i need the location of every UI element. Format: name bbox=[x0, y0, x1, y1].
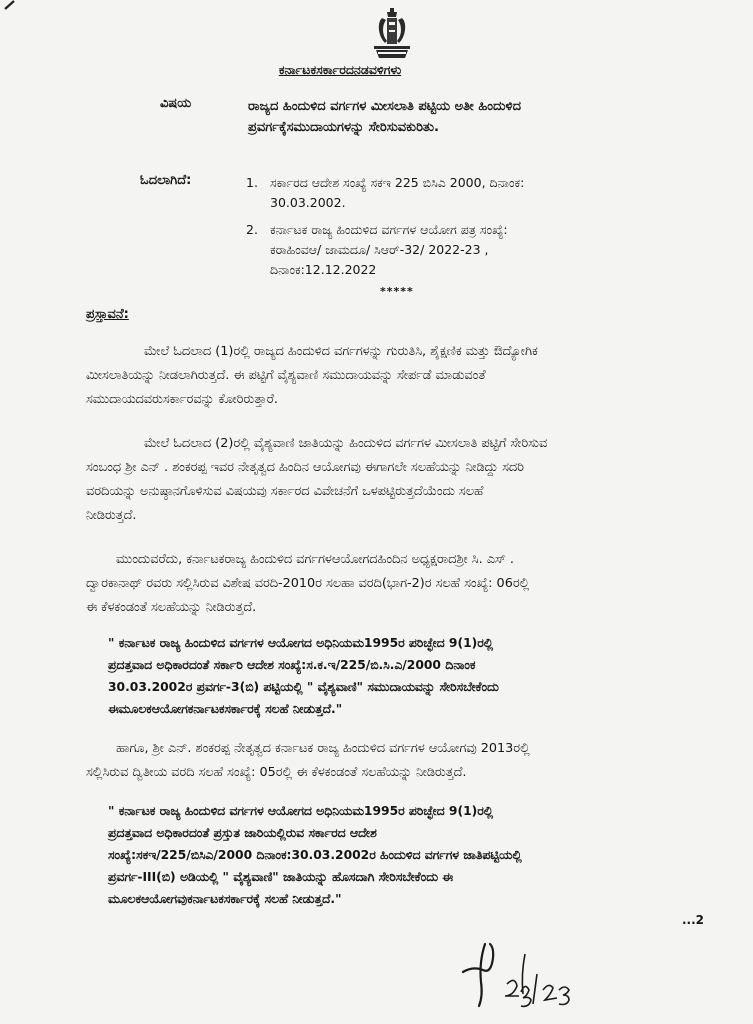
quote-line: " ಕರ್ನಾಟಕ ರಾಜ್ಯ ಹಿಂದುಳಿದ ವರ್ಗಗಳ ಆಯೋಗದ ಅಧಿನಿಯಮ1995ರ ಪರಿಚ್ಛೇದ 9(1)ರಲ್ಲಿ bbox=[108, 636, 494, 650]
quote-line: ಪ್ರವರ್ಗ-III(ಬಿ) ಅಡಿಯಲ್ಲಿ " ವೈಶ್ಯವಾಣಿ" ಜಾತಿಯನ್ನು ಹೊಸದಾಗಿ ಸೇರಿಸಬೇಕೆಂದು ಈ bbox=[108, 870, 453, 884]
subject-line: ರಾಜ್ಯದ ಹಿಂದುಳಿದ ವರ್ಗಗಳ ಮೀಸಲಾತಿ ಪಟ್ಟಿಯ ಅತೀ ಹಿಂದುಳಿದ bbox=[248, 99, 522, 114]
paragraph-4 bbox=[86, 737, 701, 785]
paragraph-line: ಸಮುದಾಯದವರುಸರ್ಕಾರವನ್ನು ಕೋರಿರುತ್ತಾರೆ. bbox=[86, 392, 278, 407]
paragraph-line: ಹಾಗೂ, ಶ್ರೀ ಎನ್. ಶಂಕರಪ್ಪ ನೇತೃತ್ವದ ಕರ್ನಾಟಕ ರಾಜ್ಯ ಹಿಂದುಳಿದ ವರ್ಗಗಳ ಆಯೋಗವು 2013ರಲ್ಲಿ bbox=[116, 741, 530, 756]
paragraph-line: ವರದಿಯನ್ನು ಅನುಷ್ಠಾನಗೊಳಿಸುವ ವಿಷಯವು ಸರ್ಕಾರದ ವಿವೇಚನೆಗೆ ಒಳಪಟ್ಟಿರುತ್ತದೆಯೆಂದು ಸಲಹೆ bbox=[86, 484, 484, 499]
paragraph-line: ಮುಂದುವರೆದು, ಕರ್ನಾಟಕರಾಜ್ಯ ಹಿಂದುಳಿದ ವರ್ಗಗಳಆಯೋಗದಹಿಂದಿನ ಅಧ್ಯಕ್ಷರಾದಶ್ರೀ ಸಿ. ಎಸ್ . bbox=[116, 552, 514, 567]
corner-mark bbox=[4, 0, 16, 10]
quote-line: " ಕರ್ನಾಟಕ ರಾಜ್ಯ ಹಿಂದುಳಿದ ವರ್ಗಗಳ ಆಯೋಗದ ಅಧಿನಿಯಮ1995ರ ಪರಿಚ್ಛೇದ 9(1)ರಲ್ಲಿ bbox=[108, 804, 494, 818]
reference-item-2 bbox=[246, 220, 676, 284]
quote-line: ಈಮೂಲಕಆಯೋಗಕರ್ನಾಟಕಸರ್ಕಾರಕ್ಕೆ ಸಲಹೆ ನೀಡುತ್ತದೆ." bbox=[108, 702, 343, 716]
state-emblem-icon bbox=[368, 6, 416, 60]
paragraph-3 bbox=[86, 548, 696, 620]
paragraph-line: ಮೇಲೆ ಓದಲಾದ (2)ರಲ್ಲಿ ವೈಶ್ಯವಾಣಿ ಜಾತಿಯನ್ನು ಹಿಂದುಳಿದ ವರ್ಗಗಳ ಮೀಸಲಾತಿ ಪಟ್ಟಿಗೆ ಸೇರಿಸುವ bbox=[144, 436, 548, 451]
paragraph-line: ಮೀಸಲಾತಿಯನ್ನು ನೀಡಲಾಗಿರುತ್ತದೆ. ಈ ಪಟ್ಟಿಗೆ ವೈಶ್ಯವಾಣಿ ಸಮುದಾಯವನ್ನು ಸೇರ್ಪಡೆ ಮಾಡುವಂತೆ bbox=[86, 368, 486, 383]
paragraph-line: ದ್ವಾರಕಾನಾಥ್ ರವರು ಸಲ್ಲಿಸಿರುವ ವಿಶೇಷ ವರದಿ-2010ರ ಸಲಹಾ ವರದಿ(ಭಾಗ-2)ರ ಸಲಹೆ ಸಂಖ್ಯೆ: 06ರಲ್ಲಿ bbox=[86, 576, 530, 591]
subject-text bbox=[248, 96, 698, 138]
reference-item-1 bbox=[246, 173, 676, 217]
reference-line: ಕರ್ನಾಟಕ ರಾಜ್ಯ ಹಿಂದುಳಿದ ವರ್ಗಗಳ ಆಯೋಗ ಪತ್ರ ಸಂಖ್ಯೆ: bbox=[270, 222, 508, 237]
handwritten-signature bbox=[455, 940, 595, 1010]
reference-line: ಕರಾಹಿಂವಆ/ ಜಾಮದೂ/ ಸಿಆರ್-32/ 2022-23 , bbox=[270, 242, 489, 257]
paragraph-1 bbox=[86, 340, 696, 412]
subject-line: ಪ್ರವರ್ಗಕ್ಕೆಸಮುದಾಯಗಳನ್ನು ಸೇರಿಸುವಕುರಿತು. bbox=[248, 120, 439, 135]
government-header: ಕರ್ನಾಟಕಸರ್ಕಾರದನಡವಳಿಗಳು bbox=[278, 62, 402, 77]
preamble-title: ಪ್ರಸ್ತಾವನೆ: bbox=[86, 307, 129, 322]
paragraph-2 bbox=[86, 432, 696, 528]
reference-line: ದಿನಾಂಕ:12.12.2022 bbox=[270, 262, 377, 277]
quote-line: 30.03.2002ರ ಪ್ರವರ್ಗ-3(ಬಿ) ಪಟ್ಟಿಯಲ್ಲಿ " ವೈಶ್ಯವಾಣಿ" ಸಮುದಾಯವನ್ನು ಸೇರಿಸಬೇಕೆಂದು bbox=[108, 680, 499, 694]
paragraph-line: ಸಂಬಂಧ ಶ್ರೀ ಎನ್ . ಶಂಕರಪ್ಪ ಇವರ ನೇತೃತ್ವದ ಹಿಂದಿನ ಆಯೋಗವು ಈಗಾಗಲೇ ಸಲಹೆಯನ್ನು ನೀಡಿದ್ದು ಸದರಿ bbox=[86, 460, 524, 475]
quote-line: ಪ್ರದತ್ತವಾದ ಅಧಿಕಾರದಂತೆ ಪ್ರಸ್ತುತ ಜಾರಿಯಲ್ಲಿರುವ ಸರ್ಕಾರದ ಆದೇಶ bbox=[108, 826, 377, 840]
reference-number: 2. bbox=[246, 222, 258, 237]
separator-stars: ***** bbox=[380, 285, 414, 298]
subject-label: ವಿಷಯ bbox=[160, 96, 192, 111]
reference-line: 30.03.2002. bbox=[270, 195, 346, 210]
paragraph-line: ಈ ಕೆಳಕಂಡಂತೆ ಸಲಹೆಯನ್ನು ನೀಡಿರುತ್ತದೆ. bbox=[86, 600, 257, 615]
reference-number: 1. bbox=[246, 175, 258, 190]
references-label: ಓದಲಾಗಿದೆ: bbox=[140, 173, 192, 188]
quote-line: ಸಂಖ್ಯೆ:ಸಕಇ/225/ಬಿಸಿಎ/2000 ದಿನಾಂಕ:30.03.2002ರ ಹಿಂದುಳಿದ ವರ್ಗಗಳ ಜಾತಿಪಟ್ಟಿಯಲ್ಲಿ bbox=[108, 848, 522, 862]
quote-block-1 bbox=[108, 632, 693, 720]
paragraph-line: ಮೇಲೆ ಓದಲಾದ (1)ರಲ್ಲಿ ರಾಜ್ಯದ ಹಿಂದುಳಿದ ವರ್ಗಗಳನ್ನು ಗುರುತಿಸಿ, ಶೈಕ್ಷಣಿಕ ಮತ್ತು ಔದ್ಯೋಗಿಕ bbox=[144, 344, 538, 359]
reference-line: ಸರ್ಕಾರದ ಆದೇಶ ಸಂಖ್ಯೆ ಸಕಇ 225 ಬಿಸಿಎ 2000, ದಿನಾಂಕ: bbox=[270, 175, 525, 190]
paragraph-line: ನೀಡಿರುತ್ತದೆ. bbox=[86, 508, 137, 523]
quote-line: ಪ್ರದತ್ತವಾದ ಅಧಿಕಾರದಂತೆ ಸರ್ಕಾರಿ ಆದೇಶ ಸಂಖ್ಯೆ:ಸ.ಕ.ಇ/225/ಬಿ.ಸಿ.ಎ/2000 ದಿನಾಂಕ bbox=[108, 658, 476, 672]
page-continuation: ...2 bbox=[682, 913, 705, 927]
quote-block-2 bbox=[108, 800, 693, 910]
paragraph-line: ಸಲ್ಲಿಸಿರುವ ದ್ವಿತೀಯ ವರದಿ ಸಲಹೆ ಸಂಖ್ಯೆ: 05ರಲ್ಲಿ ಈ ಕೆಳಕಂಡಂತೆ ಸಲಹೆಯನ್ನು ನೀಡಿರುತ್ತದೆ. bbox=[86, 765, 467, 780]
quote-line: ಮೂಲಕಆಯೋಗವುಕರ್ನಾಟಕಸರ್ಕಾರಕ್ಕೆ ಸಲಹೆ ನೀಡುತ್ತದೆ." bbox=[108, 892, 342, 906]
